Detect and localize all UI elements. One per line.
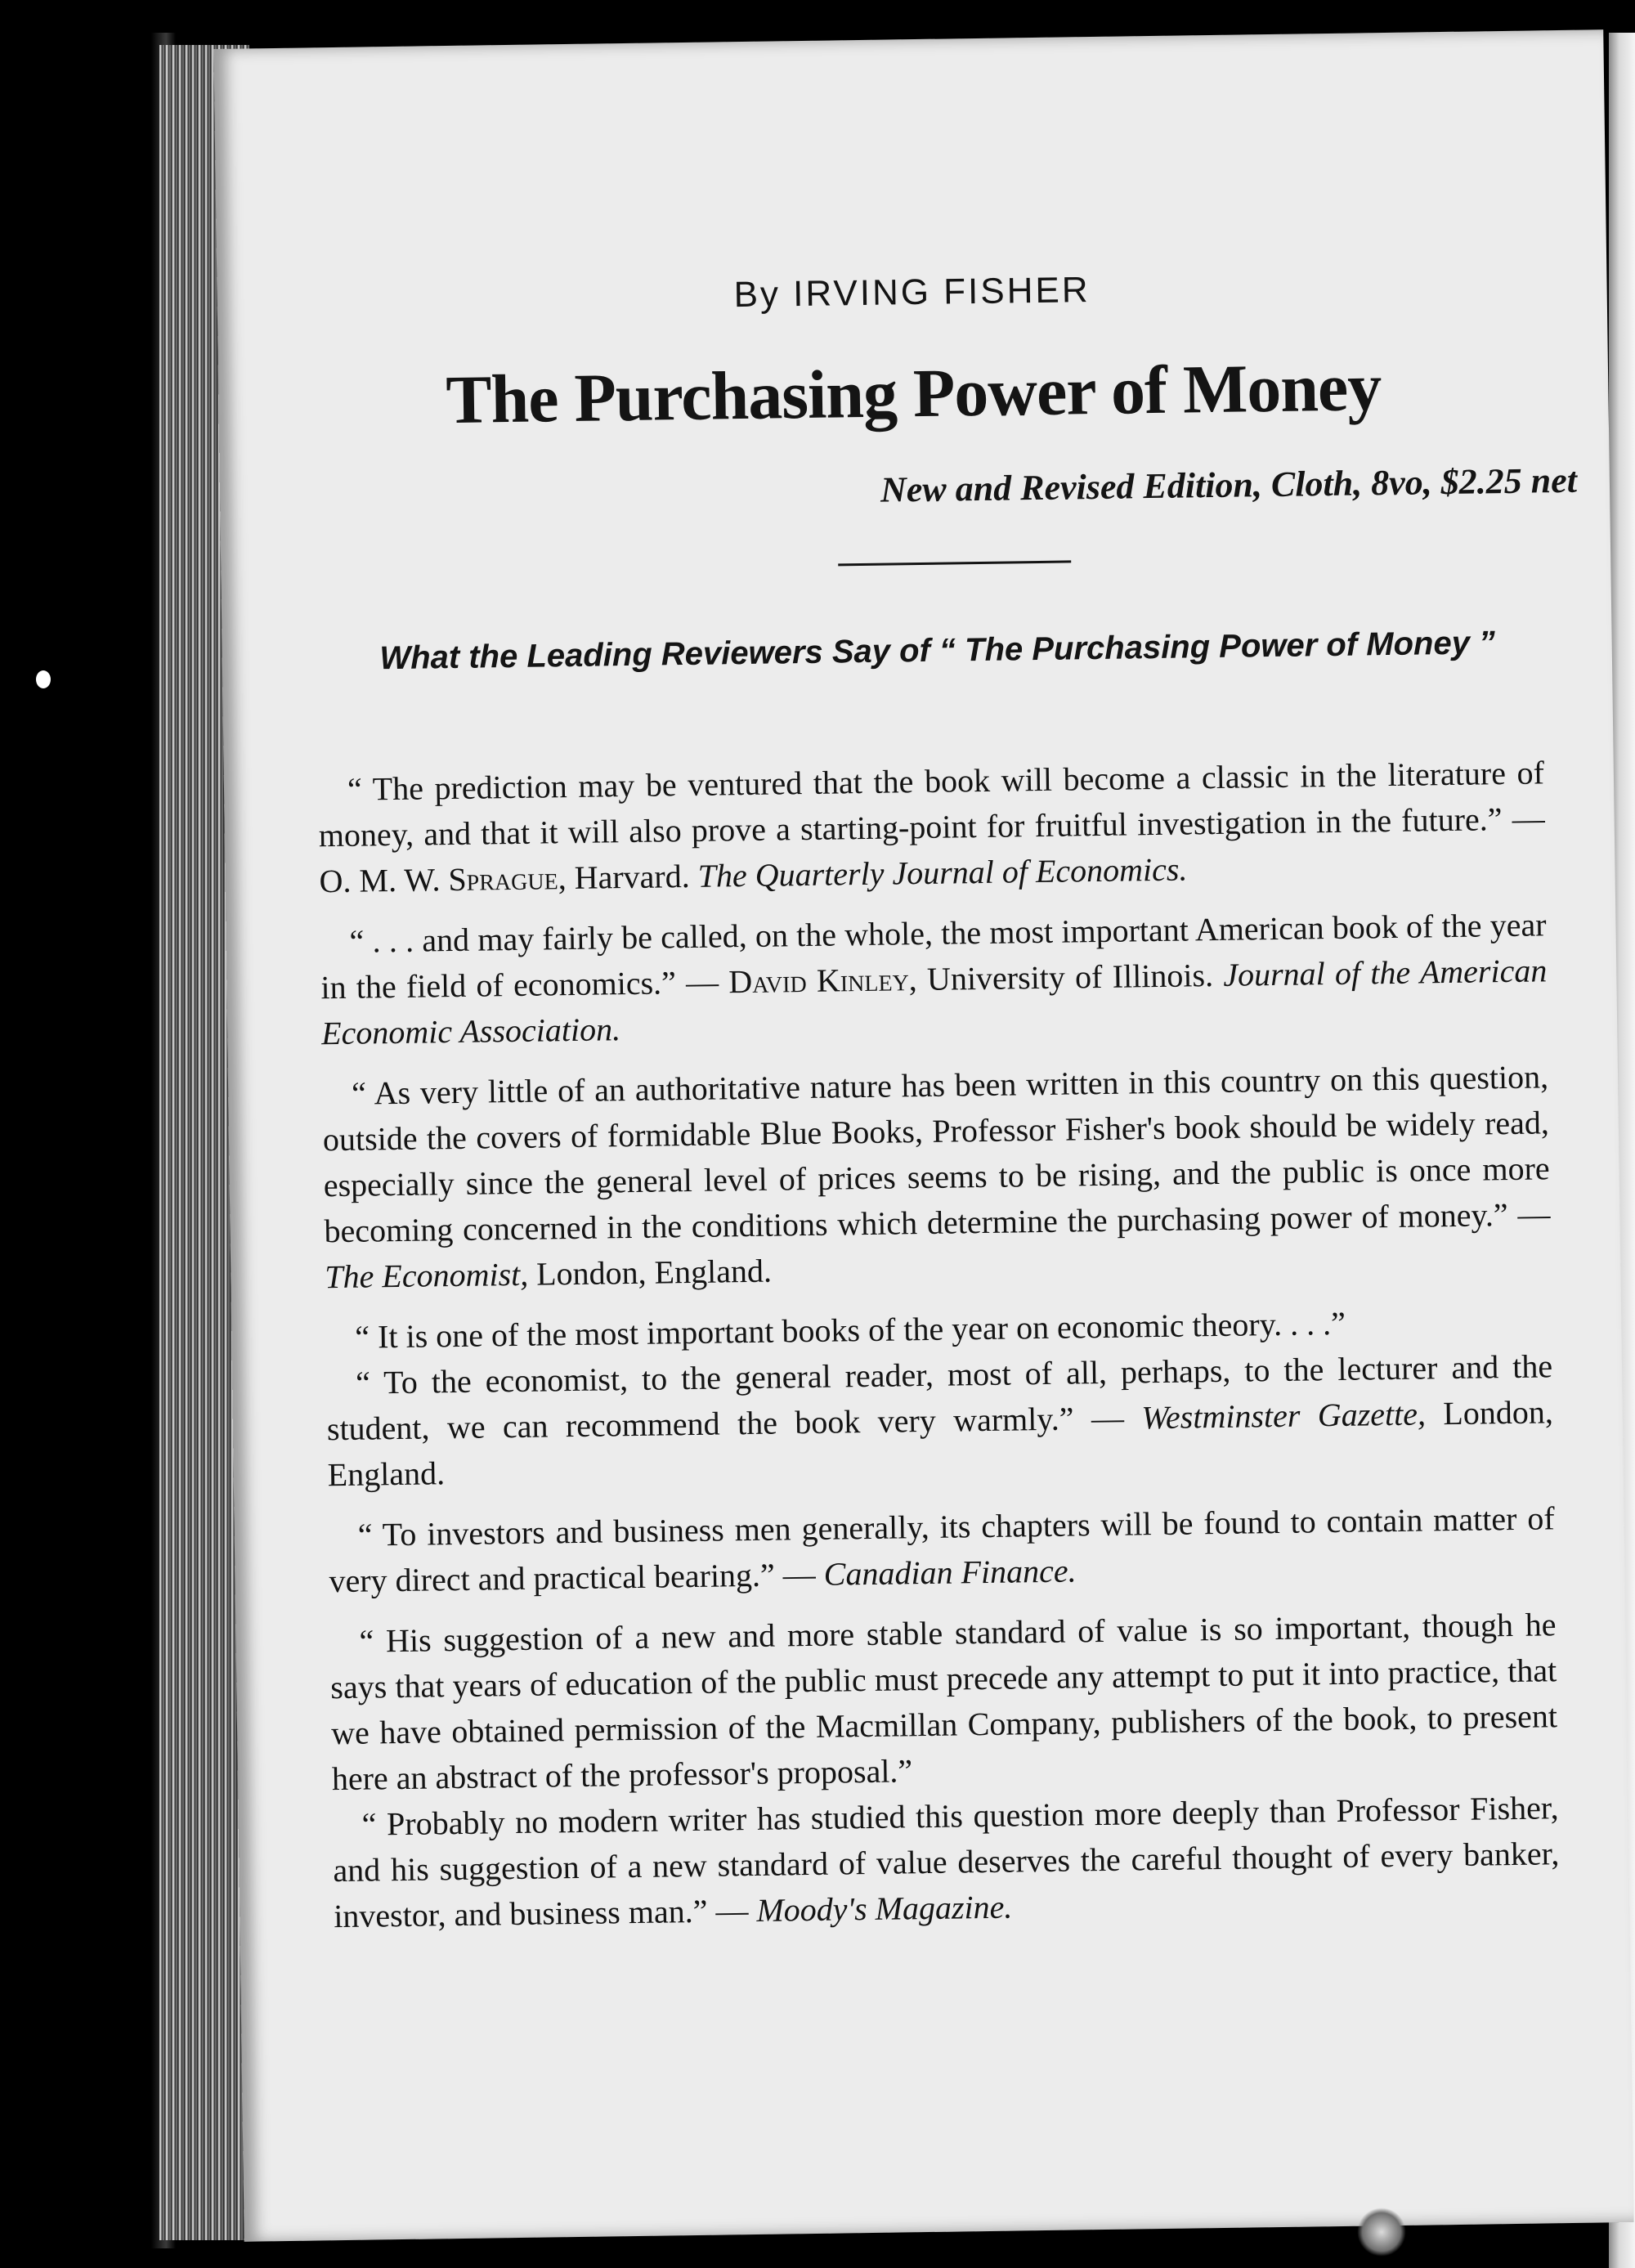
review-moodys <box>332 1785 1560 1939</box>
reviewer-name: O. M. W. Sprague, <box>319 859 567 900</box>
byline <box>217 262 1607 323</box>
review-source: Westminster Gazette, <box>1140 1395 1427 1437</box>
review-canadian-finance <box>328 1495 1555 1604</box>
edition-info: New and Revised Edition, Cloth, 8vo, $2.25 net <box>880 459 1578 510</box>
review-westminster <box>326 1343 1554 1498</box>
review-sprague <box>318 750 1546 904</box>
review-quote: “ To the economist, to the general reader, most of all, perhaps, to the lecturer and the student, we can recommend the book very warmly.” — <box>326 1347 1553 1448</box>
reviewer-name: David Kinley, <box>728 961 918 1001</box>
review-source: The Quarterly Journal of Economics. <box>697 850 1188 894</box>
review-economist <box>322 1054 1552 1300</box>
review-location: London, England. <box>327 1393 1554 1494</box>
scan-artifact-mark <box>1357 2207 1406 2257</box>
review-source: The Economist, <box>325 1255 529 1296</box>
book-title: The Purchasing Power of Money <box>445 349 1382 439</box>
review-quote: “ As very little of an authoritative nature has been written in this country on this question, outside the covers of formidable Blue Books, Professor Fisher's book should be widely read, especially since the general level of prices seems to be rising, and the public is once more becoming concerned in the conditions which determine the purchasing power of money.” — <box>322 1058 1551 1250</box>
review-quote: “ It is one of the most important books of the year on economic theory. . . .” <box>355 1304 1346 1356</box>
review-source: Journal of the American Economic Association. <box>320 952 1548 1052</box>
divider-rule <box>838 560 1071 566</box>
scan-artifact-dot <box>36 670 51 688</box>
review-source: Moody's Magazine. <box>756 1888 1013 1929</box>
reviews-list <box>318 750 1561 1954</box>
reviewers-heading: What the Leading Reviewers Say of “ The Purchasing Power of Money ” <box>379 625 1496 677</box>
byline-prefix: By <box>733 274 782 316</box>
reviewer-affiliation: University of Illinois. <box>916 956 1224 998</box>
review-quote: “ . . . and may fairly be called, on the whole, the most important American book of the year in the field of economics.” — <box>320 906 1547 1006</box>
review-source: Canadian Finance. <box>823 1552 1077 1593</box>
review-kinley <box>320 902 1548 1056</box>
reviewer-affiliation: Harvard. <box>566 857 698 897</box>
book-page <box>213 29 1633 2241</box>
review-quote: “ Probably no modern writer has studied this question more deeply than Professor Fisher, and his suggestion of a new standard of value deserves the careful thought of every banker, investor, and business man.” — <box>333 1789 1560 1935</box>
review-stable-standard <box>329 1602 1558 1802</box>
review-quote: “ To investors and business men generally, its chapters will be found to contain matter of very direct and practical bearing.” — <box>329 1499 1555 1600</box>
byline-author: IRVING FISHER <box>792 270 1091 315</box>
review-location: London, England. <box>527 1252 773 1293</box>
review-quote: “ His suggestion of a new and more stable standard of value is so important, though he says that years of education of the public must precede any attempt to put it into practice, that we have obtained permission of the Macmillan Company, publishers of the book, to present here an abstract of the professor's proposal.” <box>330 1606 1558 1798</box>
review-quote: “ The prediction may be ventured that the book will become a classic in the literature of money, and that it will also prove a starting-point for fruitful investigation in the future.” — <box>318 754 1545 854</box>
